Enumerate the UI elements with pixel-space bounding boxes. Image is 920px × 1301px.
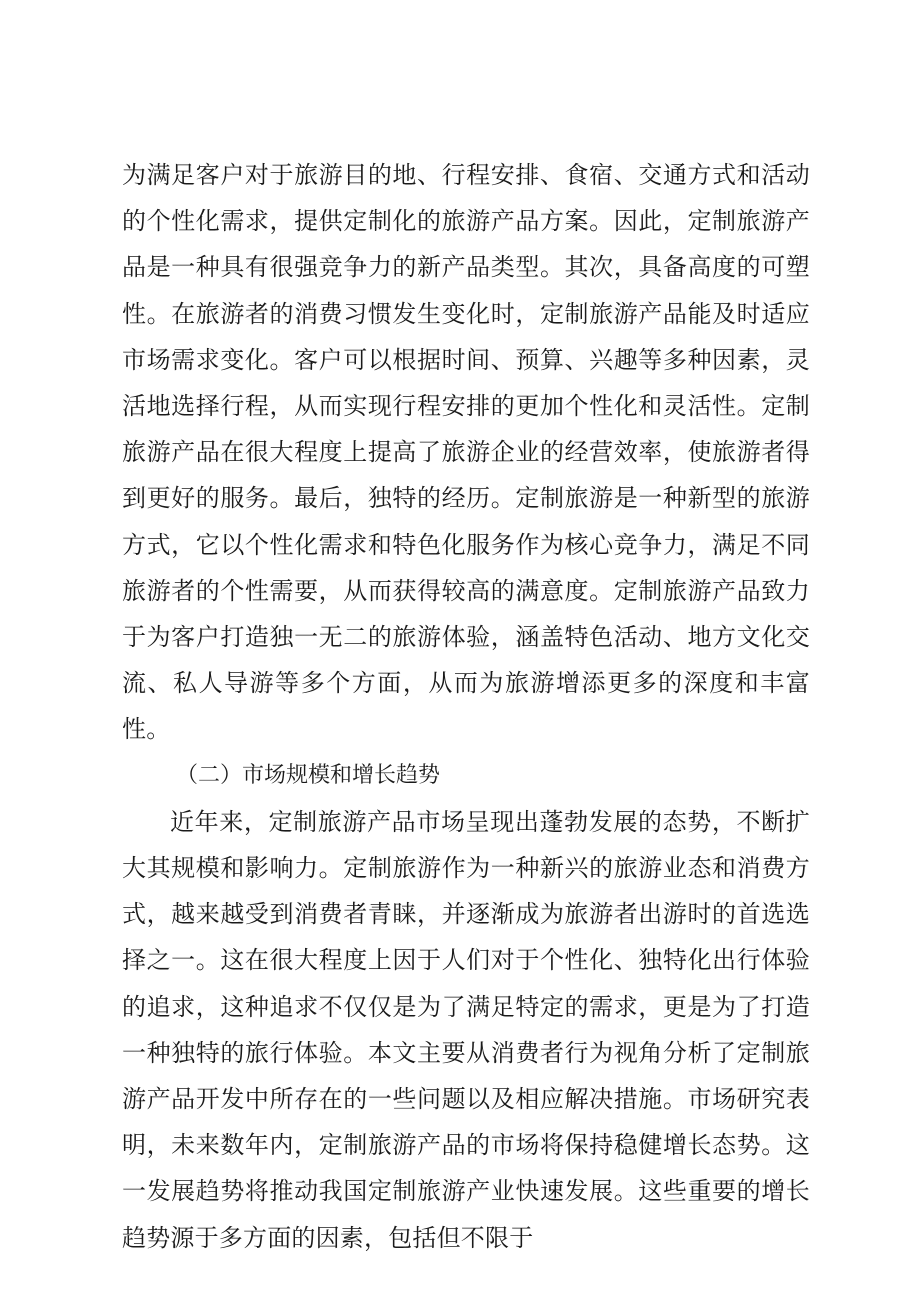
document-body	[122, 152, 810, 1261]
section-heading: （二）市场规模和增长趋势	[176, 762, 441, 788]
body-paragraph-market-scale: 近年来，定制旅游产品市场呈现出蓬勃发展的态势，不断扩大其规模和影响力。定制旅游作为一种新兴的旅游业态和消费方式，越来越受到消费者青睐，并逐渐成为旅游者出游时的首选选择之一。这在很大程度上因于人们对于个性化、独特化出行体验的追求，这种追求不仅仅是为了满足特定的需求，更是为了打造一种独特的旅行体验。本文主要从消费者行为视角分析了定制旅游产品开发中所存在的一些问题以及相应解决措施。市场研究表明，未来数年内，定制旅游产品的市场将保持稳健增长态势。这一发展趋势将推动我国定制旅游产业快速发展。这些重要的增长趋势源于多方面的因素，包括但不限于	[122, 807, 810, 1252]
body-paragraph-continued: 为满足客户对于旅游目的地、行程安排、食宿、交通方式和活动的个性化需求，提供定制化的旅游产品方案。因此，定制旅游产品是一种具有很强竞争力的新产品类型。其次，具备高度的可塑性。在旅游者的消费习惯发生变化时，定制旅游产品能及时适应市场需求变化。客户可以根据时间、预算、兴趣等多种因素，灵活地选择行程，从而实现行程安排的更加个性化和灵活性。定制旅游产品在很大程度上提高了旅游企业的经营效率，使旅游者得到更好的服务。最后，独特的经历。定制旅游是一种新型的旅游方式，它以个性化需求和特色化服务作为核心竞争力，满足不同旅游者的个性需要，从而获得较高的满意度。定制旅游产品致力于为客户打造独一无二的旅游体验，涵盖特色活动、地方文化交流、私人导游等多个方面，从而为旅游增添更多的深度和丰富性。	[122, 161, 810, 744]
